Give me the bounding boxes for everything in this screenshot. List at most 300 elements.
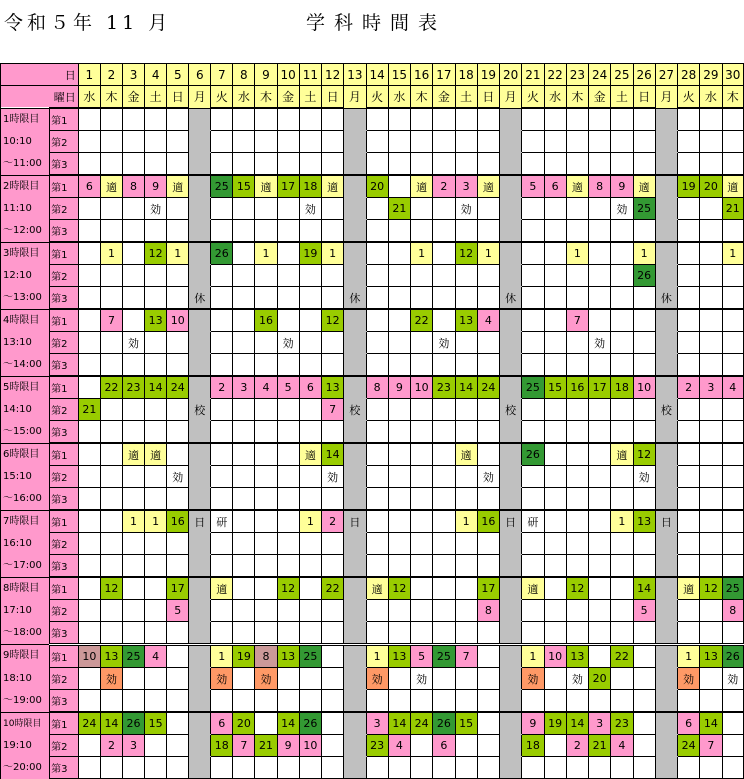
- empty-cell: [477, 757, 499, 779]
- empty-cell: [233, 510, 255, 533]
- schedule-cell: 適: [722, 175, 743, 198]
- empty-cell: [477, 443, 499, 466]
- empty-cell: [255, 510, 277, 533]
- holiday-column-cell: [344, 712, 366, 735]
- schedule-cell: 5: [522, 175, 544, 198]
- schedule-cell: 3: [455, 175, 477, 198]
- empty-cell: [299, 332, 321, 354]
- empty-cell: [100, 198, 122, 220]
- schedule-cell: 9: [611, 175, 633, 198]
- holiday-column-cell: 校: [655, 399, 677, 421]
- schedule-cell: 3: [589, 712, 611, 735]
- empty-cell: [477, 220, 499, 243]
- empty-cell: [455, 265, 477, 287]
- empty-cell: [366, 354, 388, 377]
- schedule-cell: 効: [322, 466, 344, 488]
- empty-cell: [522, 131, 544, 153]
- empty-cell: [433, 466, 455, 488]
- sub-period-label: 第2: [50, 399, 79, 421]
- empty-cell: [700, 108, 722, 131]
- empty-cell: [299, 354, 321, 377]
- empty-cell: [633, 309, 655, 332]
- holiday-column-cell: [344, 645, 366, 668]
- empty-cell: [611, 533, 633, 555]
- weekday-cell: 金: [589, 86, 611, 109]
- empty-cell: [78, 242, 100, 265]
- sub-period-label: 第2: [50, 332, 79, 354]
- empty-cell: [78, 287, 100, 310]
- empty-cell: [633, 220, 655, 243]
- schedule-title: 学科時間表: [306, 12, 447, 34]
- holiday-column-cell: [189, 712, 211, 735]
- empty-cell: [633, 533, 655, 555]
- period-start-time: 16:10: [1, 533, 50, 555]
- holiday-column-cell: [500, 466, 522, 488]
- empty-cell: [544, 443, 566, 466]
- schedule-cell: 12: [566, 577, 588, 600]
- empty-cell: [544, 555, 566, 578]
- empty-cell: [566, 510, 588, 533]
- empty-cell: [100, 466, 122, 488]
- empty-cell: [411, 622, 433, 645]
- schedule-cell: 1: [477, 242, 499, 265]
- period-name: 2時限目: [1, 175, 50, 198]
- empty-cell: [678, 309, 700, 332]
- empty-cell: [433, 443, 455, 466]
- empty-cell: [299, 690, 321, 713]
- empty-cell: [722, 332, 743, 354]
- sub-period-label: 第2: [50, 533, 79, 555]
- empty-cell: [277, 198, 299, 220]
- schedule-cell: 25: [633, 198, 655, 220]
- sub-period-label: 第2: [50, 265, 79, 287]
- empty-cell: [589, 466, 611, 488]
- schedule-cell: 研: [211, 510, 233, 533]
- date-cell: 21: [522, 64, 544, 86]
- empty-cell: [78, 376, 100, 399]
- period-start-time: 11:10: [1, 198, 50, 220]
- schedule-cell: 1: [566, 242, 588, 265]
- period-end-time: ～11:00: [1, 153, 50, 176]
- empty-cell: [544, 421, 566, 444]
- weekday-cell: 日: [322, 86, 344, 109]
- holiday-column-cell: [500, 577, 522, 600]
- empty-cell: [566, 332, 588, 354]
- empty-cell: [255, 131, 277, 153]
- schedule-cell: 5: [633, 600, 655, 622]
- empty-cell: [100, 265, 122, 287]
- empty-cell: [167, 488, 189, 511]
- empty-cell: [611, 220, 633, 243]
- empty-cell: [611, 332, 633, 354]
- schedule-cell: 適: [145, 443, 167, 466]
- empty-cell: [722, 533, 743, 555]
- empty-cell: [633, 735, 655, 757]
- holiday-column-cell: [655, 600, 677, 622]
- date-cell: 20: [500, 64, 522, 86]
- holiday-column-cell: [189, 533, 211, 555]
- sub-period-label: 第1: [50, 309, 79, 332]
- date-cell: 23: [566, 64, 588, 86]
- schedule-cell: 1: [100, 242, 122, 265]
- date-cell: 4: [145, 64, 167, 86]
- holiday-column-cell: [655, 376, 677, 399]
- empty-cell: [455, 153, 477, 176]
- empty-cell: [123, 354, 145, 377]
- empty-cell: [145, 399, 167, 421]
- empty-cell: [123, 488, 145, 511]
- empty-cell: [411, 757, 433, 779]
- schedule-cell: 4: [722, 376, 743, 399]
- schedule-cell: 効: [167, 466, 189, 488]
- empty-cell: [123, 287, 145, 310]
- schedule-cell: 8: [123, 175, 145, 198]
- schedule-cell: 21: [589, 735, 611, 757]
- empty-cell: [611, 354, 633, 377]
- empty-cell: [700, 399, 722, 421]
- schedule-cell: 17: [277, 175, 299, 198]
- schedule-cell: 1: [255, 242, 277, 265]
- empty-cell: [455, 577, 477, 600]
- empty-cell: [566, 108, 588, 131]
- empty-cell: [388, 533, 410, 555]
- holiday-column-cell: [344, 309, 366, 332]
- empty-cell: [544, 668, 566, 690]
- empty-cell: [477, 421, 499, 444]
- holiday-column-cell: [655, 668, 677, 690]
- schedule-cell: 10: [633, 376, 655, 399]
- empty-cell: [433, 153, 455, 176]
- empty-cell: [277, 309, 299, 332]
- holiday-column-cell: [189, 332, 211, 354]
- holiday-column-cell: [500, 354, 522, 377]
- empty-cell: [145, 600, 167, 622]
- empty-cell: [167, 668, 189, 690]
- empty-cell: [522, 108, 544, 131]
- holiday-column-cell: [344, 108, 366, 131]
- empty-cell: [167, 443, 189, 466]
- empty-cell: [233, 309, 255, 332]
- schedule-cell: 効: [277, 332, 299, 354]
- empty-cell: [366, 242, 388, 265]
- empty-cell: [678, 443, 700, 466]
- empty-cell: [678, 153, 700, 176]
- empty-cell: [522, 533, 544, 555]
- empty-cell: [566, 466, 588, 488]
- empty-cell: [123, 309, 145, 332]
- empty-cell: [167, 153, 189, 176]
- schedule-cell: 5: [277, 376, 299, 399]
- weekday-cell: 金: [123, 86, 145, 109]
- empty-cell: [611, 108, 633, 131]
- empty-cell: [233, 287, 255, 310]
- schedule-cell: 7: [700, 735, 722, 757]
- empty-cell: [544, 108, 566, 131]
- period-row: [1, 600, 744, 622]
- empty-cell: [566, 488, 588, 511]
- period-end-time: ～20:00: [1, 757, 50, 779]
- empty-cell: [277, 533, 299, 555]
- schedule-cell: 効: [611, 198, 633, 220]
- weekday-cell: 日: [477, 86, 499, 109]
- empty-cell: [477, 690, 499, 713]
- holiday-column-cell: 校: [189, 399, 211, 421]
- empty-cell: [589, 645, 611, 668]
- period-name: 6時限目: [1, 443, 50, 466]
- empty-cell: [477, 399, 499, 421]
- empty-cell: [211, 757, 233, 779]
- empty-cell: [700, 466, 722, 488]
- empty-cell: [566, 399, 588, 421]
- empty-cell: [678, 555, 700, 578]
- schedule-cell: 効: [211, 668, 233, 690]
- period-row: [1, 488, 744, 511]
- empty-cell: [167, 220, 189, 243]
- schedule-cell: 4: [255, 376, 277, 399]
- date-cell: 30: [722, 64, 743, 86]
- empty-cell: [700, 332, 722, 354]
- schedule-cell: 1: [722, 242, 743, 265]
- sub-period-label: 第1: [50, 443, 79, 466]
- empty-cell: [322, 153, 344, 176]
- empty-cell: [589, 265, 611, 287]
- schedule-cell: 2: [211, 376, 233, 399]
- holiday-column-cell: [655, 354, 677, 377]
- schedule-cell: 適: [566, 175, 588, 198]
- empty-cell: [477, 108, 499, 131]
- empty-cell: [211, 443, 233, 466]
- empty-cell: [299, 600, 321, 622]
- weekday-cell: 水: [78, 86, 100, 109]
- schedule-cell: 18: [211, 735, 233, 757]
- schedule-cell: 24: [167, 376, 189, 399]
- schedule-cell: 14: [145, 376, 167, 399]
- empty-cell: [589, 577, 611, 600]
- period-end-time: ～14:00: [1, 354, 50, 377]
- holiday-column-cell: [500, 645, 522, 668]
- schedule-cell: 2: [433, 175, 455, 198]
- schedule-cell: 26: [433, 712, 455, 735]
- holiday-column-cell: 休: [189, 287, 211, 310]
- period-name: 5時限目: [1, 376, 50, 399]
- schedule-cell: 1: [322, 242, 344, 265]
- empty-cell: [678, 198, 700, 220]
- empty-cell: [366, 399, 388, 421]
- empty-cell: [255, 198, 277, 220]
- empty-cell: [211, 108, 233, 131]
- empty-cell: [522, 555, 544, 578]
- schedule-cell: 14: [277, 712, 299, 735]
- empty-cell: [100, 108, 122, 131]
- schedule-cell: 19: [678, 175, 700, 198]
- empty-cell: [233, 131, 255, 153]
- empty-cell: [78, 198, 100, 220]
- schedule-cell: 7: [322, 399, 344, 421]
- empty-cell: [433, 510, 455, 533]
- holiday-column-cell: [655, 488, 677, 511]
- holiday-column-cell: [500, 600, 522, 622]
- period-start-time: 10:10: [1, 131, 50, 153]
- empty-cell: [411, 577, 433, 600]
- day-header-label: 日: [1, 64, 79, 86]
- empty-cell: [211, 332, 233, 354]
- schedule-cell: 19: [299, 242, 321, 265]
- empty-cell: [167, 198, 189, 220]
- empty-cell: [589, 287, 611, 310]
- empty-cell: [255, 622, 277, 645]
- holiday-column-cell: 日: [189, 510, 211, 533]
- empty-cell: [678, 600, 700, 622]
- empty-cell: [522, 600, 544, 622]
- empty-cell: [366, 488, 388, 511]
- date-cell: 17: [433, 64, 455, 86]
- empty-cell: [211, 555, 233, 578]
- period-name: 8時限目: [1, 577, 50, 600]
- empty-cell: [167, 735, 189, 757]
- empty-cell: [455, 668, 477, 690]
- empty-cell: [277, 220, 299, 243]
- empty-cell: [678, 265, 700, 287]
- empty-cell: [299, 153, 321, 176]
- empty-cell: [544, 287, 566, 310]
- empty-cell: [211, 265, 233, 287]
- holiday-column-cell: [655, 131, 677, 153]
- schedule-cell: 適: [100, 175, 122, 198]
- sub-period-label: 第3: [50, 690, 79, 713]
- empty-cell: [411, 287, 433, 310]
- empty-cell: [366, 220, 388, 243]
- empty-cell: [100, 399, 122, 421]
- empty-cell: [455, 287, 477, 310]
- holiday-column-cell: [344, 466, 366, 488]
- empty-cell: [589, 421, 611, 444]
- empty-cell: [78, 668, 100, 690]
- schedule-cell: 5: [411, 645, 433, 668]
- empty-cell: [255, 354, 277, 377]
- schedule-cell: 1: [522, 645, 544, 668]
- schedule-cell: 13: [455, 309, 477, 332]
- empty-cell: [277, 488, 299, 511]
- schedule-cell: 3: [123, 735, 145, 757]
- empty-cell: [633, 645, 655, 668]
- empty-cell: [611, 309, 633, 332]
- empty-cell: [277, 354, 299, 377]
- schedule-cell: 6: [433, 735, 455, 757]
- schedule-cell: 9: [522, 712, 544, 735]
- schedule-cell: 21: [255, 735, 277, 757]
- schedule-cell: 23: [366, 735, 388, 757]
- date-cell: 9: [255, 64, 277, 86]
- empty-cell: [722, 399, 743, 421]
- empty-cell: [477, 153, 499, 176]
- empty-cell: [123, 533, 145, 555]
- empty-cell: [299, 220, 321, 243]
- period-row: [1, 198, 744, 220]
- empty-cell: [433, 198, 455, 220]
- empty-cell: [255, 577, 277, 600]
- empty-cell: [100, 332, 122, 354]
- empty-cell: [411, 510, 433, 533]
- schedule-cell: 22: [411, 309, 433, 332]
- empty-cell: [566, 287, 588, 310]
- empty-cell: [633, 668, 655, 690]
- empty-cell: [722, 309, 743, 332]
- empty-cell: [255, 533, 277, 555]
- holiday-column-cell: [655, 712, 677, 735]
- period-end-time: ～12:00: [1, 220, 50, 243]
- period-row: [1, 690, 744, 713]
- empty-cell: [299, 287, 321, 310]
- schedule-cell: 4: [477, 309, 499, 332]
- sub-period-label: 第1: [50, 108, 79, 131]
- empty-cell: [388, 265, 410, 287]
- empty-cell: [700, 622, 722, 645]
- empty-cell: [233, 220, 255, 243]
- empty-cell: [78, 153, 100, 176]
- schedule-cell: 15: [455, 712, 477, 735]
- empty-cell: [433, 108, 455, 131]
- empty-cell: [167, 555, 189, 578]
- schedule-cell: 効: [522, 668, 544, 690]
- empty-cell: [366, 622, 388, 645]
- empty-cell: [433, 668, 455, 690]
- empty-cell: [544, 757, 566, 779]
- empty-cell: [589, 309, 611, 332]
- empty-cell: [477, 712, 499, 735]
- sub-period-label: 第1: [50, 175, 79, 198]
- schedule-cell: 6: [211, 712, 233, 735]
- empty-cell: [366, 533, 388, 555]
- empty-cell: [678, 488, 700, 511]
- empty-cell: [233, 354, 255, 377]
- weekday-header-row: [1, 86, 744, 109]
- empty-cell: [277, 466, 299, 488]
- empty-cell: [388, 443, 410, 466]
- empty-cell: [100, 690, 122, 713]
- empty-cell: [544, 577, 566, 600]
- empty-cell: [589, 510, 611, 533]
- holiday-column-cell: [189, 577, 211, 600]
- holiday-column-cell: [344, 242, 366, 265]
- holiday-column-cell: [655, 645, 677, 668]
- empty-cell: [299, 555, 321, 578]
- schedule-cell: 3: [233, 376, 255, 399]
- sub-period-label: 第1: [50, 577, 79, 600]
- empty-cell: [411, 108, 433, 131]
- period-name: 3時限目: [1, 242, 50, 265]
- empty-cell: [100, 287, 122, 310]
- schedule-cell: 24: [411, 712, 433, 735]
- empty-cell: [211, 421, 233, 444]
- empty-cell: [388, 421, 410, 444]
- empty-cell: [388, 510, 410, 533]
- empty-cell: [255, 265, 277, 287]
- empty-cell: [522, 332, 544, 354]
- empty-cell: [277, 131, 299, 153]
- holiday-column-cell: [344, 131, 366, 153]
- weekday-cell: 月: [189, 86, 211, 109]
- schedule-cell: 9: [388, 376, 410, 399]
- empty-cell: [411, 131, 433, 153]
- schedule-cell: 12: [633, 443, 655, 466]
- empty-cell: [233, 600, 255, 622]
- empty-cell: [589, 242, 611, 265]
- empty-cell: [78, 332, 100, 354]
- holiday-column-cell: [655, 421, 677, 444]
- empty-cell: [611, 622, 633, 645]
- empty-cell: [255, 153, 277, 176]
- empty-cell: [455, 466, 477, 488]
